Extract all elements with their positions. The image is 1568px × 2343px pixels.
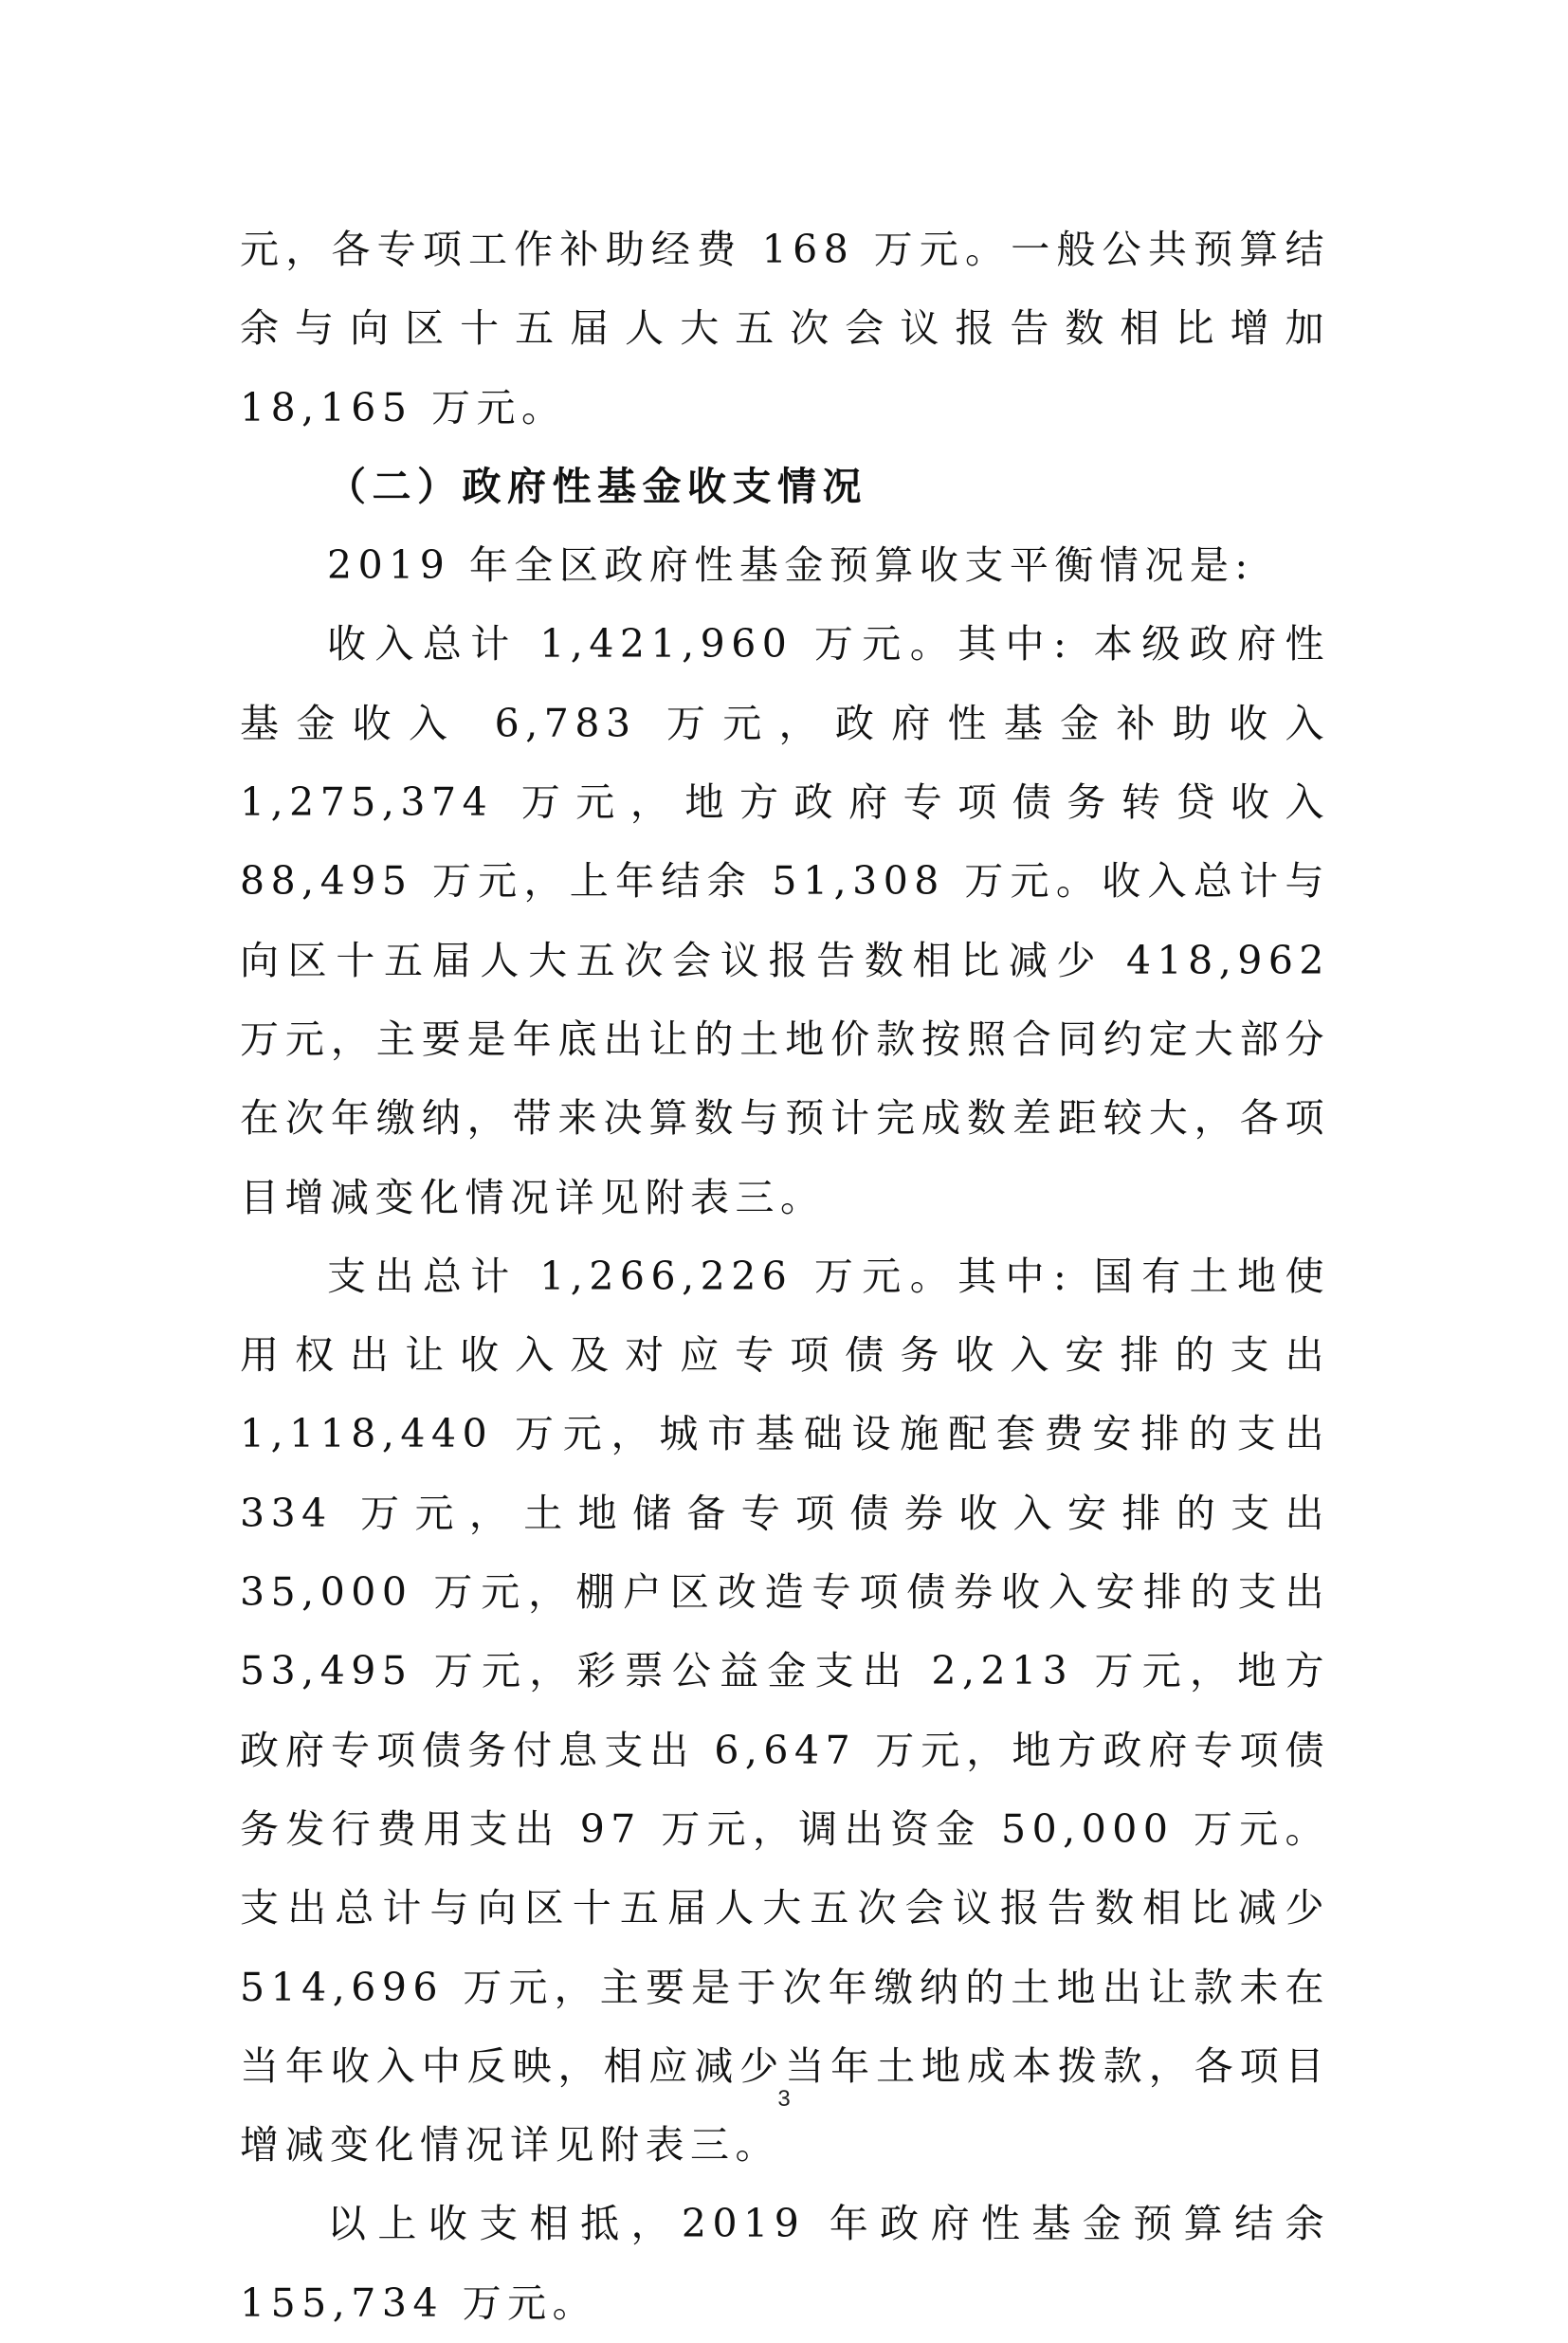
page-number: 3: [777, 2086, 791, 2112]
paragraph-funds-intro: 2019 年全区政府性基金预算收支平衡情况是:: [327, 542, 1254, 589]
section-heading-government-funds: （二）政府性基金收支情况: [327, 463, 867, 509]
paragraph-funds-balance: 以上收支相抵，2019 年政府性基金预算结余 155,734 万元。: [240, 2201, 1330, 2326]
paragraph-funds-expenditure: 支出总计 1,266,226 万元。其中: 国有土地使用权出让收入及对应专项债务收入安排的支出 1,118,440 万元，城市基础设施配套费安排的支出 334 万元，土地储备专项债券收入安排的支出 35,000 万元，棚户区改造专项债券收入安排的支出 53,495 万元，彩票公益金支出 2,213 万元，地方政府专项债务付息支出 6,647 万元，地方政府专项债务发行费用支出 97 万元，调出资金 50,000 万元。支出总计与向区十五届人大五次会议报告数相比减少 514,696 万元，主要是于次年缴纳的土地出让款未在当年收入中反映，相应减少当年土地成本拨款，各项目增减变化情况详见附表三。: [240, 1253, 1330, 2169]
paragraph-funds-income: 收入总计 1,421,960 万元。其中: 本级政府性基金收入 6,783 万元，政府性基金补助收入 1,275,374 万元，地方政府专项债务转贷收入 88,495 万元，上年结余 51,308 万元。收入总计与向区十五届人大五次会议报告数相比减少 418,962 万元，主要是年底出让的土地价款按照合同约定大部分在次年缴纳，带来决算数与预计完成数差距较大，各项目增减变化情况详见附表三。: [240, 621, 1330, 1220]
document-body: [240, 211, 1330, 2343]
paragraph-general-budget-surplus: 元，各专项工作补助经费 168 万元。一般公共预算结余与向区十五届人大五次会议报告数相比增加 18,165 万元。: [240, 227, 1330, 430]
